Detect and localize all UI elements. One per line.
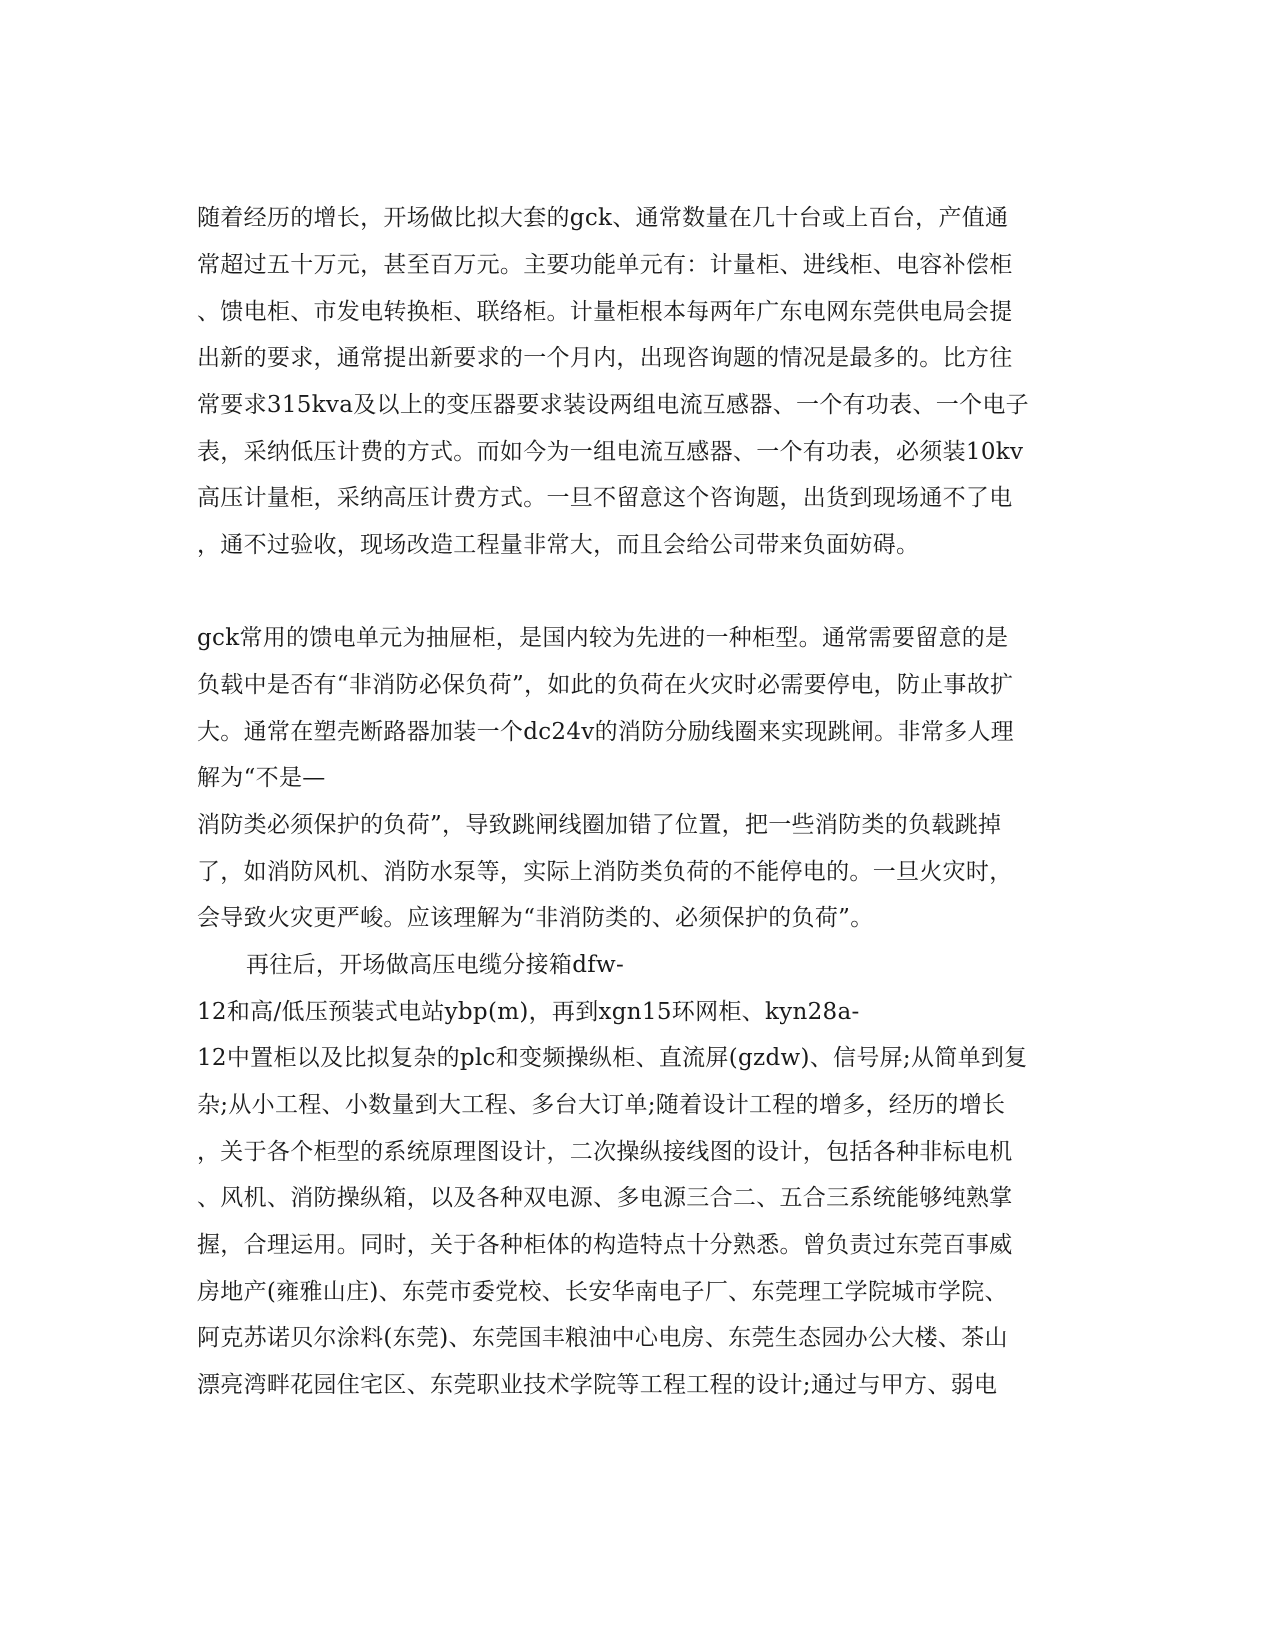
text-line: ，通不过验收，现场改造工程量非常大，而且会给公司带来负面妨碍。 (197, 532, 920, 558)
text-line: 房地产(雍雅山庄)、东莞市委党校、长安华南电子厂、东莞理工学院城市学院、 (197, 1279, 1008, 1305)
text-line: 常要求315kva及以上的变压器要求装设两组电流互感器、一个有功表、一个电子 (197, 392, 1029, 418)
text-line: 解为“不是— (197, 765, 326, 791)
text-line: 阿克苏诺贝尔涂料(东莞)、东莞国丰粮油中心电房、东莞生态园办公大楼、茶山 (197, 1325, 1008, 1351)
text-line: gck常用的馈电单元为抽屉柜，是国内较为先进的一种柜型。通常需要留意的是 (197, 625, 1009, 651)
text-line: 随着经历的增长，开场做比拟大套的gck、通常数量在几十台或上百台，产值通 (197, 205, 1009, 231)
text-line: ，关于各个柜型的系统原理图设计，二次操纵接线图的设计，包括各种非标电机 (197, 1139, 1013, 1165)
text-line: 大。通常在塑壳断路器加装一个dc24v的消防分励线圈来实现跳闸。非常多人理 (197, 719, 1014, 745)
text-line: 了，如消防风机、消防水泵等，实际上消防类负荷的不能停电的。一旦火灾时， (197, 859, 1013, 885)
text-line: 12和高/低压预装式电站ybp(m)，再到xgn15环网柜、kyn28a- (197, 999, 860, 1025)
text-line: 握，合理运用。同时，关于各种柜体的构造特点十分熟悉。曾负责过东莞百事威 (197, 1232, 1013, 1258)
text-line: 杂;从小工程、小数量到大工程、多台大订单;随着设计工程的增多，经历的增长 (197, 1092, 1006, 1118)
text-line: 表，采纳低压计费的方式。而如今为一组电流互感器、一个有功表，必须装10kv (197, 439, 1024, 465)
text-line: 常超过五十万元，甚至百万元。主要功能单元有：计量柜、进线柜、电容补偿柜 (197, 252, 1013, 278)
text-line: 负载中是否有“非消防必保负荷”，如此的负荷在火灾时必需要停电，防止事故扩 (197, 672, 1014, 698)
text-line: 会导致火灾更严峻。应该理解为“非消防类的、必须保护的负荷”。 (197, 905, 874, 931)
text-line: 高压计量柜，采纳高压计费方式。一旦不留意这个咨询题，出货到现场通不了电 (197, 485, 1013, 511)
text-line: 、馈电柜、市发电转换柜、联络柜。计量柜根本每两年广东电网东莞供电局会提 (197, 299, 1013, 325)
text-line: 再往后，开场做高压电缆分接箱dfw- (246, 952, 625, 978)
text-line: 消防类必须保护的负荷”，导致跳闸线圈加错了位置，把一些消防类的负载跳掉 (197, 812, 1002, 838)
text-line: 出新的要求，通常提出新要求的一个月内，出现咨询题的情况是最多的。比方往 (197, 345, 1013, 371)
text-line: 12中置柜以及比拟复杂的plc和变频操纵柜、直流屏(gzdw)、信号屏;从简单到复 (197, 1045, 1028, 1071)
text-line: 漂亮湾畔花园住宅区、东莞职业技术学院等工程工程的设计;通过与甲方、弱电 (197, 1372, 998, 1398)
text-line: 、风机、消防操纵箱，以及各种双电源、多电源三合二、五合三系统能够纯熟掌 (197, 1185, 1013, 1211)
